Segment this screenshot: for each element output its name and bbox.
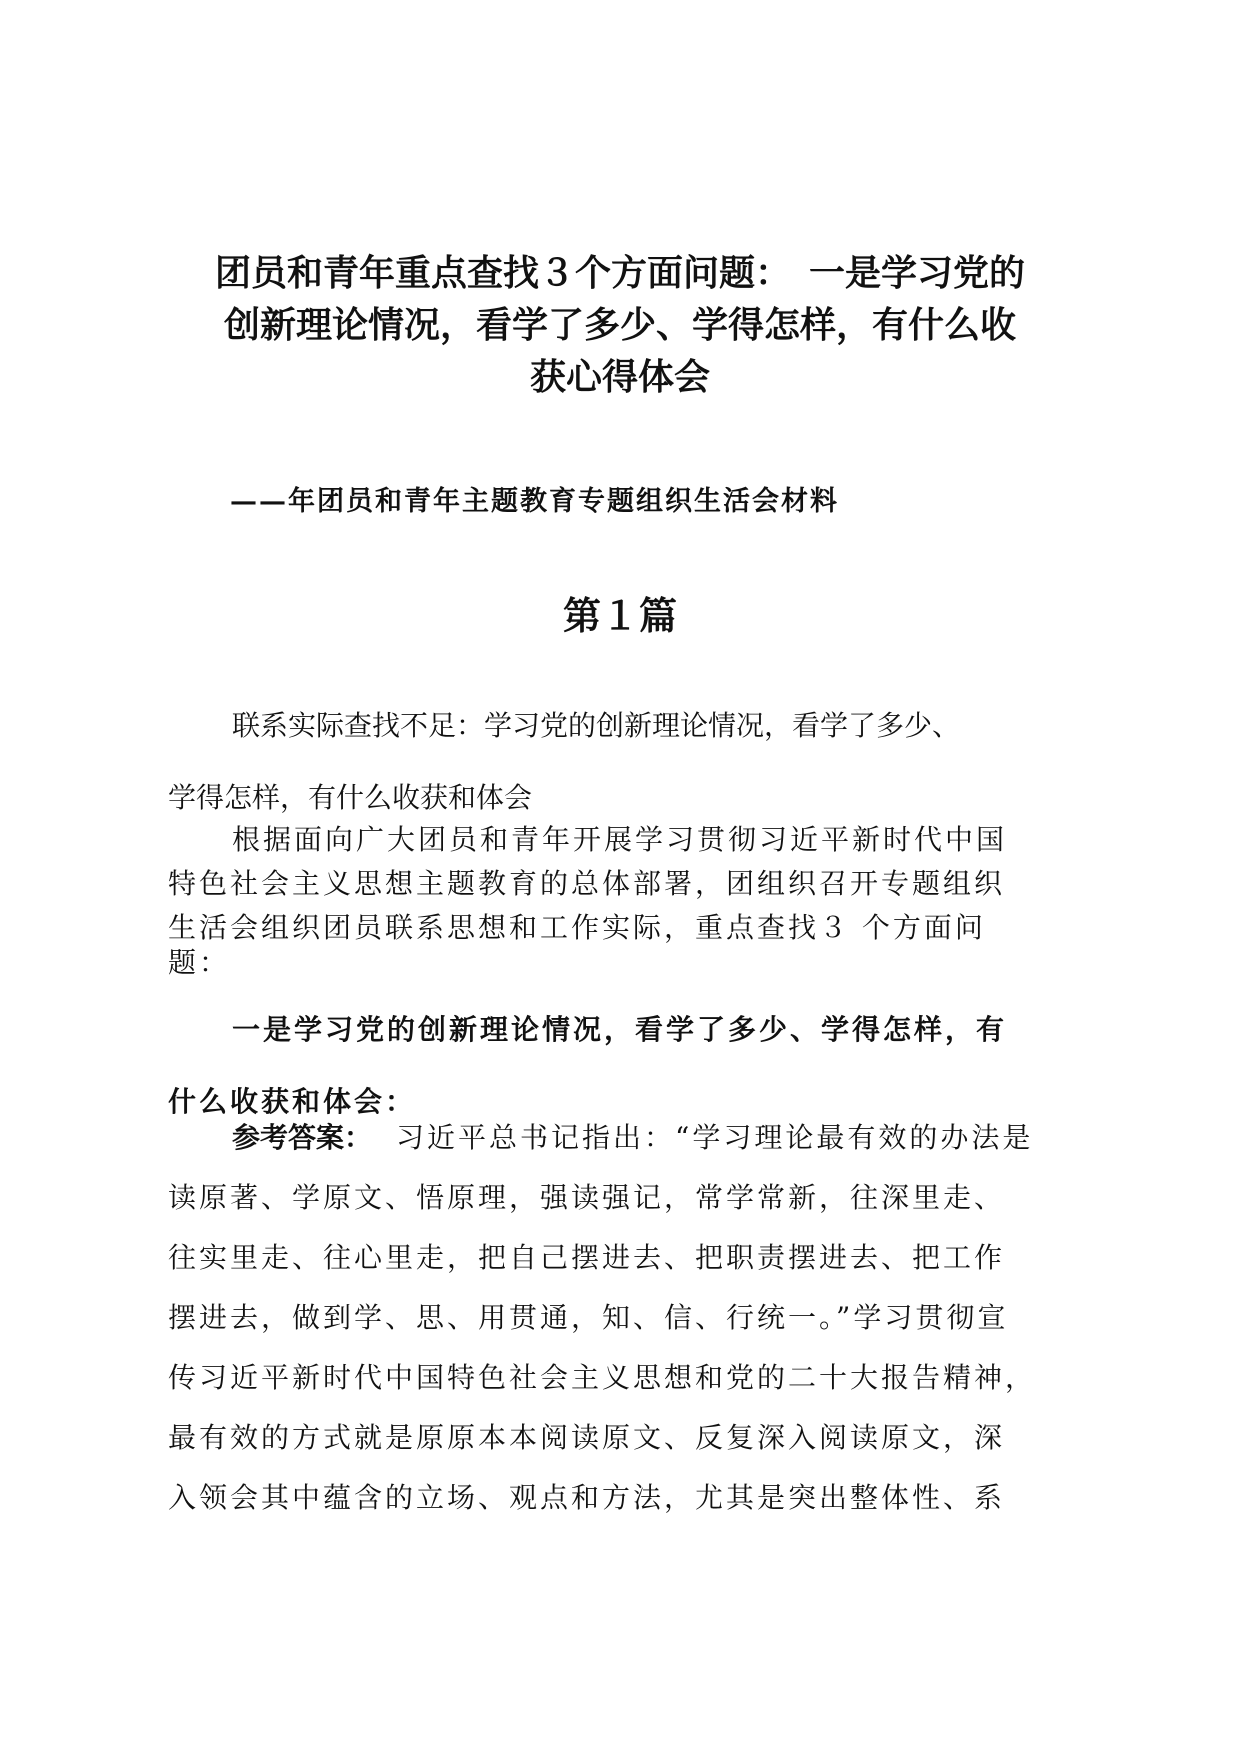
paragraph-4-line-2: 读原著、学原文、悟原理，强读强记，常学常新，往深里走、 — [168, 1181, 1006, 1214]
paragraph-4-line-7: 入领会其中蕴含的立场、观点和方法，尤其是突出整体性、系 — [168, 1481, 1006, 1514]
paragraph-2-line-1: 根据面向广大团员和青年开展学习贯彻习近平新时代中国 — [232, 823, 1008, 856]
paragraph-4-line-1-text: 习近平总书记指出：“学习理论最有效的办法是 — [396, 1121, 1034, 1154]
paragraph-4-line-5: 传习近平新时代中国特色社会主义思想和党的二十大报告精神， — [168, 1361, 1037, 1394]
title-line-3: 获心得体会 — [529, 357, 710, 398]
document-title — [150, 248, 1090, 404]
chapter-heading: 第１篇 — [562, 594, 677, 638]
title-line-1: 团员和青年重点查找３个方面问题： 一是学习党的 — [214, 253, 1025, 294]
paragraph-4 — [168, 1108, 1098, 1528]
answer-label: 参考答案： — [232, 1121, 373, 1154]
paragraph-1 — [168, 690, 1098, 834]
paragraph-3-line-1: 一是学习党的创新理论情况，看学了多少、学得怎样，有 — [232, 1013, 1008, 1046]
paragraph-4-line-3: 往实里走、往心里走，把自己摆进去、把职责摆进去、把工作 — [168, 1241, 1006, 1274]
paragraph-4-line-4: 摆进去，做到学、思、用贯通，知、信、行统一。”学习贯彻宣 — [168, 1301, 1009, 1334]
paragraph-2 — [168, 818, 1098, 979]
paragraph-1-line-1: 联系实际查找不足：学习党的创新理论情况，看学了多少、 — [232, 709, 961, 742]
title-line-2: 创新理论情况，看学了多少、学得怎样，有什么收 — [223, 305, 1016, 346]
paragraph-2-line-4: 题： — [168, 946, 231, 979]
paragraph-2-line-3: 生活会组织团员联系思想和工作实际，重点查找３ 个方面问 — [168, 911, 986, 944]
paragraph-4-line-6: 最有效的方式就是原原本本阅读原文、反复深入阅读原文，深 — [168, 1421, 1006, 1454]
paragraph-3-line-2: 什么收获和体会： — [168, 1085, 417, 1118]
paragraph-1-line-2: 学得怎样，有什么收获和体会 — [168, 781, 533, 814]
document-subtitle: ——年团员和青年主题教育专题组织生活会材料 — [230, 486, 839, 517]
paragraph-2-line-2: 特色社会主义思想主题教育的总体部署，团组织召开专题组织 — [168, 867, 1006, 900]
paragraph-4-line-1 — [168, 1108, 1098, 1168]
